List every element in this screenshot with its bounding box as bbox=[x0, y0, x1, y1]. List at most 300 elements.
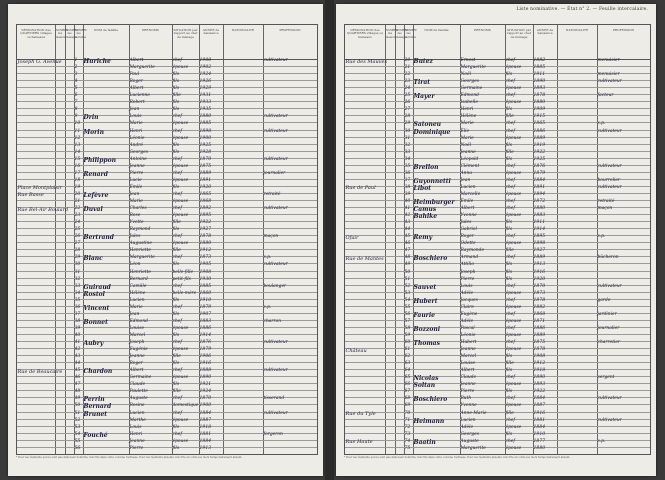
first-names: Yvette bbox=[129, 220, 144, 226]
household-relation: fille bbox=[172, 389, 181, 395]
household-relation: chef bbox=[505, 163, 516, 169]
row-number: 36 bbox=[74, 304, 81, 310]
first-names: Germaine bbox=[460, 86, 483, 92]
column-header: NUMÉRO des maisons bbox=[386, 29, 399, 39]
row-number: 16 bbox=[74, 163, 81, 169]
first-names: Ernest bbox=[460, 58, 476, 63]
household-relation: épouse bbox=[172, 163, 189, 169]
row-number: 68 bbox=[404, 396, 411, 402]
row-number: 42 bbox=[404, 213, 411, 219]
row-number: 10 bbox=[74, 121, 81, 127]
birth-year: 1888 bbox=[199, 368, 212, 374]
household-relation: épouse bbox=[505, 191, 522, 197]
first-names: Jeanne bbox=[129, 163, 145, 169]
birth-year: 1887 bbox=[199, 417, 212, 423]
household-relation: épouse bbox=[172, 325, 189, 331]
first-names: Marcel bbox=[129, 332, 146, 338]
household-relation: épouse bbox=[172, 135, 189, 141]
column-header: ANNÉE de naissance bbox=[536, 28, 554, 36]
first-names: Paul bbox=[129, 72, 140, 78]
birth-year: 1922 bbox=[533, 389, 546, 395]
household-relation: épouse bbox=[505, 318, 522, 324]
page-footnote: * Pour les résidents qui ne sont pas dans leur domicile, inscrire dans cette colonne l'adresse. Pour les résidents absents, inscrire en outre les mots Temporairement absent. bbox=[16, 455, 243, 459]
family-name: Bahlke bbox=[413, 213, 438, 221]
birth-year: 1860 bbox=[199, 290, 212, 296]
household-relation: épouse bbox=[505, 304, 522, 310]
row-number: 50 bbox=[404, 269, 411, 275]
row-number: 32 bbox=[404, 142, 411, 148]
first-names: Auguste bbox=[129, 396, 148, 402]
profession: maçon bbox=[263, 234, 279, 240]
family-name: Perrin bbox=[83, 396, 105, 404]
birth-year: 1878 bbox=[533, 347, 546, 353]
birth-year: 1898 bbox=[199, 128, 212, 134]
first-names: Roger bbox=[129, 361, 143, 367]
first-names: Henri bbox=[460, 107, 474, 113]
column-header: NUMÉRO des ménages bbox=[66, 29, 79, 39]
row-number: 13 bbox=[74, 142, 81, 148]
first-names: Marcel bbox=[460, 354, 477, 360]
profession: cultivateur bbox=[263, 156, 288, 162]
household-relation: épouse bbox=[505, 332, 522, 338]
first-names: Hélène bbox=[129, 290, 146, 296]
row-number: 61 bbox=[404, 347, 411, 353]
birth-year: 1889 bbox=[533, 332, 546, 338]
column-header: NOMBRE des individus bbox=[75, 29, 87, 39]
first-names: Attilio bbox=[460, 262, 474, 268]
first-names: Adèle bbox=[460, 318, 474, 324]
family-name: Huriche bbox=[83, 58, 111, 65]
first-names: Georges bbox=[460, 79, 480, 85]
street-name: Rue du Tyle bbox=[345, 411, 376, 417]
first-names: Raymond bbox=[129, 227, 151, 233]
family-name: Guyonnetti bbox=[413, 177, 451, 185]
household-relation: fils bbox=[505, 368, 513, 374]
household-relation: fils bbox=[505, 262, 513, 268]
birth-year: 1885 bbox=[199, 283, 212, 289]
first-names: Charles bbox=[129, 206, 147, 212]
household-relation: fils bbox=[172, 361, 180, 367]
row-number: 26 bbox=[74, 234, 81, 240]
household-relation: épouse bbox=[505, 241, 522, 247]
birth-year: 1876 bbox=[199, 340, 212, 345]
household-relation: chef bbox=[505, 255, 516, 261]
row-number: 35 bbox=[74, 297, 81, 303]
household-relation: chef bbox=[172, 191, 183, 197]
row-number: 38 bbox=[404, 184, 411, 190]
birth-year: 1916 bbox=[533, 269, 546, 275]
row-number: 52 bbox=[74, 417, 81, 423]
first-names: Henri bbox=[129, 128, 143, 134]
family-name: Baatin bbox=[413, 438, 436, 446]
family-name: Chardon bbox=[83, 368, 113, 376]
row-number: 24 bbox=[74, 220, 81, 226]
birth-year: 1918 bbox=[533, 368, 546, 374]
first-names: Lucien bbox=[460, 417, 476, 423]
household-relation: fils bbox=[172, 100, 180, 106]
row-number: 32 bbox=[74, 276, 81, 282]
row-number: 63 bbox=[404, 361, 411, 367]
row-number: 2 bbox=[74, 65, 78, 71]
birth-year: 1919 bbox=[533, 142, 546, 148]
column-header: PROFESSION bbox=[612, 28, 635, 32]
birth-year: 1871 bbox=[533, 318, 546, 324]
first-names: Anne-Marie bbox=[460, 410, 487, 416]
row-number: 52 bbox=[404, 283, 411, 289]
family-name: Sauvet bbox=[413, 283, 437, 291]
profession: forgeron bbox=[263, 431, 283, 437]
row-number: 20 bbox=[74, 191, 81, 197]
profession: cultivateur bbox=[597, 417, 622, 423]
profession: maçon bbox=[597, 206, 613, 212]
household-relation: fils bbox=[505, 220, 513, 226]
row-number: 44 bbox=[74, 361, 81, 367]
birth-year: 1900 bbox=[199, 403, 212, 409]
row-number: 46 bbox=[404, 241, 411, 247]
household-relation: épouse bbox=[505, 424, 522, 430]
family-name: Brellon bbox=[413, 163, 439, 171]
birth-year: 1893 bbox=[533, 382, 546, 388]
first-names: Marie bbox=[129, 121, 143, 127]
household-relation: chef bbox=[505, 283, 516, 289]
birth-year: 1870 bbox=[533, 283, 546, 289]
profession: cultivateur bbox=[263, 262, 288, 268]
household-relation: fils bbox=[505, 276, 513, 282]
first-names: Antoine bbox=[129, 156, 147, 162]
household-relation: épouse bbox=[505, 403, 522, 409]
street-name: Ofair bbox=[345, 234, 359, 241]
birth-year: 1922 bbox=[533, 149, 546, 155]
column-header: NOM de famille bbox=[424, 28, 449, 32]
street-name: Rue des Mauves bbox=[345, 58, 388, 65]
household-relation: chef bbox=[172, 114, 183, 120]
first-names: Jules bbox=[460, 220, 472, 226]
household-relation: fils bbox=[172, 445, 180, 451]
birth-year: 1870 bbox=[199, 156, 212, 162]
birth-year: 1908 bbox=[199, 269, 212, 275]
column-header: NATIONALITÉ bbox=[231, 28, 255, 32]
row-number: 34 bbox=[74, 290, 81, 296]
household-relation: chef bbox=[172, 304, 183, 310]
birth-year: 1875 bbox=[199, 163, 212, 169]
first-names: Marthe bbox=[129, 417, 146, 423]
first-names: Léopold bbox=[460, 156, 479, 162]
first-names: Lucien bbox=[129, 410, 145, 416]
birth-year: 1906 bbox=[199, 354, 212, 360]
family-name: Boschiero bbox=[413, 255, 448, 263]
first-names: Odette bbox=[460, 241, 476, 247]
row-number: 50 bbox=[74, 403, 81, 409]
first-names: Isabelle bbox=[460, 100, 478, 106]
row-number: 29 bbox=[404, 121, 411, 127]
row-number: 43 bbox=[74, 354, 81, 360]
first-names: Louise bbox=[129, 325, 145, 331]
birth-year: 1920 bbox=[199, 184, 212, 190]
birth-year: 1927 bbox=[533, 248, 546, 254]
first-names: Claire bbox=[460, 304, 474, 310]
household-relation: fils bbox=[172, 86, 180, 92]
profession: cultivateur bbox=[263, 410, 288, 416]
birth-year: 1922 bbox=[199, 220, 212, 226]
row-number: 54 bbox=[74, 431, 81, 437]
profession: cultivateur bbox=[263, 340, 288, 345]
household-relation: chef bbox=[505, 177, 516, 183]
household-relation: épouse bbox=[505, 213, 522, 219]
row-number: 39 bbox=[404, 191, 411, 197]
family-name: Thomas bbox=[413, 340, 440, 347]
family-name: Blanc bbox=[83, 255, 103, 263]
profession: retraité bbox=[263, 191, 281, 197]
birth-year: 1893 bbox=[533, 86, 546, 92]
birth-year: 1868 bbox=[199, 199, 212, 204]
first-names: Clément bbox=[460, 163, 480, 169]
household-relation: chef bbox=[505, 206, 516, 212]
birth-year: 1925 bbox=[533, 156, 546, 162]
household-relation: domestique bbox=[172, 403, 199, 409]
household-relation: fils bbox=[172, 79, 180, 85]
first-names: Augustine bbox=[129, 241, 152, 247]
first-names: Jules bbox=[129, 234, 141, 240]
row-number: 33 bbox=[74, 283, 81, 289]
family-name: Brunet bbox=[83, 410, 108, 418]
birth-year: 1920 bbox=[533, 276, 546, 282]
birth-year: 1929 bbox=[199, 86, 212, 92]
row-number: 46 bbox=[74, 375, 81, 381]
row-number: 69 bbox=[404, 403, 411, 409]
family-name: Lefèvre bbox=[83, 191, 109, 199]
birth-year: 1900 bbox=[199, 135, 212, 141]
household-relation: fils bbox=[172, 297, 180, 303]
row-number: 31 bbox=[74, 269, 81, 275]
row-number: 18 bbox=[74, 177, 81, 183]
first-names: Noël bbox=[460, 72, 471, 78]
family-name: Bernard bbox=[83, 403, 112, 411]
birth-year: 1873 bbox=[533, 290, 546, 296]
household-relation: chef bbox=[172, 170, 183, 176]
row-number: 23 bbox=[74, 213, 81, 219]
birth-year: 1925 bbox=[199, 142, 212, 148]
household-relation: chef bbox=[505, 417, 516, 423]
row-number: 39 bbox=[74, 325, 81, 331]
birth-year: 1916 bbox=[533, 410, 546, 416]
household-relation: chef bbox=[172, 234, 183, 240]
household-relation: fils bbox=[505, 107, 513, 113]
row-number: 40 bbox=[404, 199, 411, 204]
first-names: Armand bbox=[460, 255, 479, 261]
household-relation: fils bbox=[505, 72, 513, 78]
birth-year: 1918 bbox=[199, 424, 212, 430]
row-number: 37 bbox=[404, 177, 411, 183]
row-number: 38 bbox=[74, 318, 81, 324]
household-relation: fils bbox=[172, 107, 180, 113]
row-number: 42 bbox=[74, 347, 81, 353]
family-name: Rostol bbox=[83, 290, 105, 298]
birth-year: 1884 bbox=[533, 424, 546, 430]
birth-year: 1909 bbox=[533, 107, 546, 113]
profession: cultivateur bbox=[597, 396, 622, 402]
family-name: Morin bbox=[83, 128, 104, 136]
row-number: 70 bbox=[404, 410, 411, 416]
household-relation: épouse bbox=[172, 177, 189, 183]
first-names: Lucien bbox=[460, 184, 476, 190]
row-number: 58 bbox=[404, 325, 411, 331]
birth-year: 1912 bbox=[533, 361, 546, 367]
first-names: Edmond bbox=[460, 93, 479, 99]
household-relation: chef bbox=[172, 283, 183, 289]
row-number: 24 bbox=[404, 86, 411, 92]
profession: menuisier bbox=[597, 58, 620, 63]
row-number: 14 bbox=[74, 149, 81, 155]
household-relation: fils bbox=[505, 227, 513, 233]
birth-year: 1878 bbox=[533, 297, 546, 303]
household-relation: épouse bbox=[505, 445, 522, 451]
household-relation: chef bbox=[505, 128, 516, 134]
birth-year: 1931 bbox=[199, 93, 212, 99]
row-number: 56 bbox=[404, 311, 411, 317]
birth-year: 1889 bbox=[199, 170, 212, 176]
household-relation: fils bbox=[172, 72, 180, 78]
birth-year: 1889 bbox=[533, 135, 546, 141]
household-relation: fils bbox=[172, 424, 180, 430]
household-relation: fils bbox=[172, 149, 180, 155]
row-number: 40 bbox=[74, 332, 81, 338]
birth-year: 1910 bbox=[533, 431, 546, 437]
row-number: 51 bbox=[74, 410, 81, 416]
household-relation: petit-fils bbox=[172, 276, 191, 282]
first-names: Louise bbox=[460, 361, 476, 367]
row-number: 36 bbox=[404, 170, 411, 176]
household-relation: fille bbox=[505, 114, 514, 120]
birth-year: 1913 bbox=[199, 445, 212, 451]
first-names: Rosine bbox=[129, 403, 145, 409]
first-names: Marguerite bbox=[460, 65, 486, 71]
first-names: Pierre bbox=[129, 170, 144, 176]
first-names: Élie bbox=[460, 128, 470, 134]
birth-year: 1894 bbox=[533, 191, 546, 197]
first-names: Paulette bbox=[129, 389, 148, 395]
birth-year: 1877 bbox=[533, 438, 546, 444]
household-relation: chef bbox=[172, 128, 183, 134]
column-header: PRÉNOMS bbox=[142, 28, 159, 32]
first-names: Marie bbox=[460, 135, 474, 141]
first-names: Jean bbox=[129, 311, 140, 317]
column-header: NUMÉRO des maisons bbox=[56, 29, 69, 39]
row-number: 34 bbox=[404, 156, 411, 162]
household-relation: fille bbox=[172, 248, 181, 254]
first-names: Albert bbox=[460, 206, 475, 212]
profession: cultivateur bbox=[263, 368, 288, 374]
profession: cultivateur bbox=[597, 283, 622, 289]
family-name: Heimann bbox=[413, 417, 445, 425]
profession: boulanger bbox=[263, 283, 287, 289]
birth-year: 1891 bbox=[199, 177, 212, 183]
household-relation: épouse bbox=[505, 65, 522, 71]
family-name: Guiraud bbox=[83, 283, 111, 291]
birth-year: 1884 bbox=[533, 177, 546, 183]
row-number: 3 bbox=[74, 72, 78, 78]
first-names: Noël bbox=[460, 142, 471, 148]
row-number: 6 bbox=[74, 93, 78, 99]
row-number: 44 bbox=[404, 227, 411, 233]
household-relation: fils bbox=[172, 227, 180, 233]
household-relation: chef bbox=[505, 79, 516, 85]
birth-year: 1878 bbox=[533, 93, 546, 99]
first-names: Lucie bbox=[129, 177, 142, 183]
household-relation: épouse bbox=[172, 375, 189, 381]
first-names: Georges bbox=[460, 431, 480, 437]
first-names: Marcelle bbox=[460, 191, 481, 197]
household-relation: fils bbox=[172, 382, 180, 388]
row-number: 19 bbox=[74, 184, 81, 190]
family-name: Heimburger bbox=[413, 199, 455, 206]
household-relation: fils bbox=[172, 142, 180, 148]
first-names: Jeanne bbox=[129, 438, 145, 444]
household-relation: chef bbox=[505, 375, 516, 381]
first-names: Edmond bbox=[129, 318, 148, 324]
household-relation: chef bbox=[172, 58, 183, 63]
row-number: 49 bbox=[404, 262, 411, 268]
first-names: Ruth bbox=[460, 396, 472, 402]
row-number: 28 bbox=[74, 248, 81, 254]
first-names: Joseph bbox=[460, 269, 476, 275]
household-relation: belle-fille bbox=[172, 269, 194, 275]
row-number: 15 bbox=[74, 156, 81, 162]
row-number: 53 bbox=[404, 290, 411, 296]
household-relation: fille bbox=[505, 248, 514, 254]
birth-year: 1907 bbox=[199, 311, 212, 317]
row-number: 41 bbox=[404, 206, 411, 212]
household-relation: épouse bbox=[172, 65, 189, 71]
household-relation: épouse bbox=[505, 382, 522, 388]
first-names: Albert bbox=[129, 58, 144, 63]
birth-year: 1878 bbox=[199, 234, 212, 240]
household-relation: fils bbox=[172, 311, 180, 317]
birth-year: 1898 bbox=[533, 241, 546, 247]
profession: charretier bbox=[597, 340, 621, 345]
row-number: 11 bbox=[74, 128, 81, 134]
first-names: Auguste bbox=[460, 438, 479, 444]
row-number: 29 bbox=[74, 255, 81, 261]
household-relation: épouse bbox=[172, 121, 189, 127]
household-relation: fils bbox=[172, 262, 180, 268]
household-relation: chef bbox=[505, 93, 516, 99]
column-header: ANNÉE de naissance bbox=[202, 28, 220, 36]
birth-year: 1882 bbox=[533, 58, 546, 63]
profession: s.p. bbox=[263, 304, 272, 310]
row-number: 62 bbox=[404, 354, 411, 360]
birth-year: 1868 bbox=[533, 311, 546, 317]
first-names: Marguerite bbox=[129, 255, 155, 261]
row-number: 74 bbox=[404, 438, 411, 444]
first-names: Jean bbox=[129, 107, 140, 113]
household-relation: chef bbox=[505, 234, 516, 240]
row-number: 12 bbox=[74, 135, 81, 141]
birth-year: 1881 bbox=[199, 431, 212, 437]
first-names: Hélène bbox=[460, 114, 477, 120]
first-names: Lucienne bbox=[129, 93, 150, 99]
column-header: NATIONALITÉ bbox=[565, 28, 589, 32]
profession: retraité bbox=[597, 199, 615, 204]
household-relation: fils bbox=[505, 269, 513, 275]
family-name: Renard bbox=[83, 170, 108, 178]
first-names: Jean bbox=[129, 191, 140, 197]
street-name: Place Montplaisir bbox=[17, 185, 63, 192]
row-number: 47 bbox=[404, 248, 411, 254]
birth-year: 1882 bbox=[533, 304, 546, 310]
row-number: 59 bbox=[404, 332, 411, 338]
household-relation: chef bbox=[505, 438, 516, 444]
household-relation: épouse bbox=[505, 290, 522, 296]
